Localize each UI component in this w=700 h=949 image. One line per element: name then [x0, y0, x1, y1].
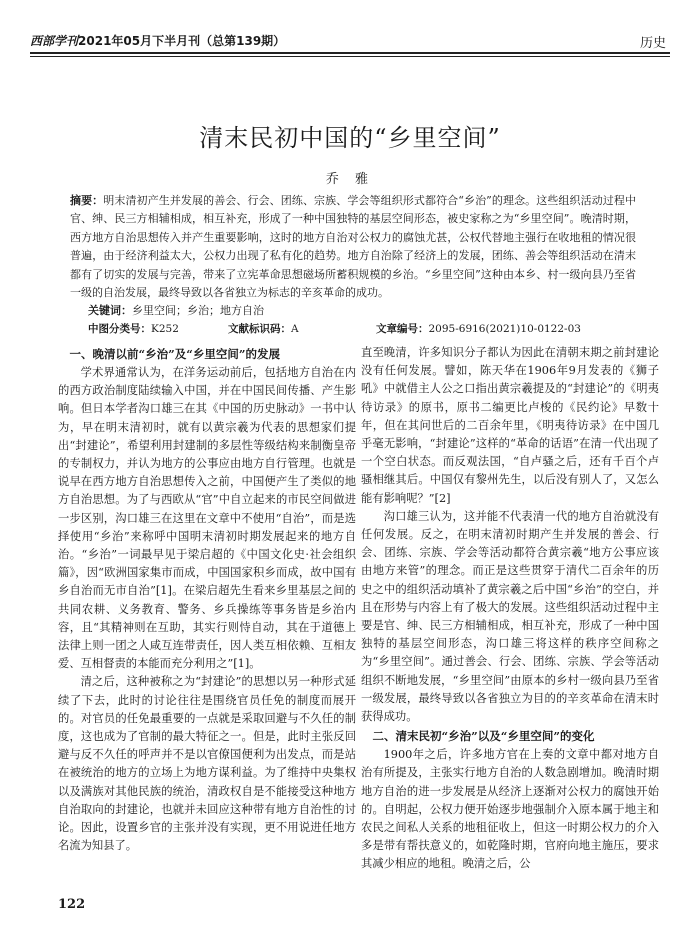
paragraph: 学术界通常认为，在洋务运动前后，包括地方自治在内的西方政治制度陆续输入中国，并在中国民间传播、产生影响。但日本学者沟口雄三在其《中国的历史脉动》一书中认为，早在明末清初时，就有以黄宗羲为代表的思想家们提出“封建论”，希望利用封建制的多层性等级结构来制衡皇帝的专制权力，并认为地方的公事应由地方自行管理。也就是说早在西方地方自治思想传入之前，中国便产生了类似的地方自治思想。为了与西欧从“官”中自立起来的市民空间做进一步区别，沟口雄三在这里在文章中不使用“自治”，而是选择使用“乡治”来称呼中国明末清初时期发展起来的地方自治。“乡治”一词最早见于梁启超的《中国文化史·社会组织篇》，因“欧洲国家集市而成，中国国家积乡而成，故中国有乡自治而无市自治”[1]。在梁启超先生看来乡里基层之间的共同农耕、义务教育、警务、乡兵操练等事务皆是乡治内容，且“其精神则在互助，其实行则恃自动，其在于道德上法律上则一团之人咸互连带责任，因人类互相依赖、互相友爱、互相督责的本能而充分利用之”[1]。 — [58, 366, 356, 671]
header-rule-thick — [30, 52, 670, 54]
issue-info: 2021年05月下半月刊（总第139期） — [78, 34, 286, 48]
article-number: 文章编号：2095-6916(2021)10-0122-03 — [376, 323, 581, 335]
paragraph: 直至晚清，许多知识分子都认为因此在清朝末期之前封建论没有任何发展。譬如，陈天华在1906年9月发表的《狮子吼》中就借主人公之口指出黄宗羲提及的“封建论”的《明夷待访录》的原书，原书二编更比卢梭的《民约论》早数十年，但在其问世后的二百余年里，《明夷待访录》在中国几乎毫无影响，“封建论”这样的“革命的话语”在清一代出现了一个空白状态。而反观法国，“自卢骚之后，还有千百个卢骚相继其后。中国仅有黎州先生，以后没有别人了，又怎么能有影响呢？”[2] — [361, 346, 659, 505]
keywords — [88, 302, 636, 320]
section-heading-1: 一、晚清以前“乡治”及“乡里空间”的发展 — [69, 347, 280, 361]
abstract-text: 明末清初产生并发展的善会、行会、团练、宗族、学会等组织形式都符合“乡治”的理念。这些组织活动过程中官、绅、民三方相辅相成，相互补充，形成了一种中国独特的基层空间形态，被史家称之为“乡里空间”。晚清时期，西方地方自治思想传入并产生重要影响，这时的地方自治对公权力的腐蚀尤甚，公权代替地主强行在收地租的情况很普遍，由于经济利益太大，公权力出现了私有化的趋势。地方自治除了经济上的发展，团练、善会等组织活动在清末都有了切实的发展与完善，带来了立宪革命思想磁场所蓄积规模的乡治。“乡里空间”这种由本乡、村一级向县乃至省一级的自治发展，最终导致以各省独立为标志的辛亥革命的成功。 — [70, 194, 636, 300]
paragraph: 清之后，这种被称之为“封建论”的思想以另一种形式延续了下去，此时的讨论往往是围绕官员任免的制度而展开的。对官员的任免最重要的一点就是采取回避与不久任的制度，这也成为了官制的最大特征之一。但是，此时主张反回避与反不久任的呼声并不是以官僚国便利为出发点，而是站在被统治的地方的立场上为地方谋利益。为了维持中央集权以及满族对其他民族的统治，清政权自是不能接受这种地方自治取向的封建论，也就并未回应这种带有地方自治性的讨论。因此，设置乡官的主张并没有实现，更不用说进任地方名流为知县了。 — [58, 675, 356, 853]
keywords-label: 关键词： — [88, 304, 132, 317]
journal-masthead — [30, 32, 285, 49]
section-heading-2: 二、清末民初“乡治”以及“乡里空间”的变化 — [372, 729, 595, 744]
abstract-label: 摘要： — [70, 194, 104, 207]
doc-code: 文献标识码：A — [228, 323, 299, 335]
body-column-right — [361, 344, 659, 874]
section-label: 历史 — [639, 36, 666, 51]
body-column-left — [58, 344, 356, 855]
keywords-text: 乡里空间；乡治；地方自治 — [132, 304, 264, 317]
header-rule-thin — [30, 56, 670, 57]
clc-code: 中图分类号：K252 — [88, 323, 179, 335]
paragraph: 1900年之后，许多地方官在上奏的文章中都对地方自治有所提及，主张实行地方自治的人数急剧增加。晚清时期地方自治的进一步发展是从经济上逐渐对公权力的腐蚀开始的。自明起，公权力便开始逐步地强制介入原本属于地主和农民之间私人关系的地租征收上，但这一时期公权力的介入多是带有帮扶意义的，如乾隆时期，官府向地主施压，要求其减少相应的地租。晚清之后，公 — [361, 748, 659, 871]
journal-logo: 西部学刊 — [30, 34, 79, 48]
abstract — [70, 192, 636, 302]
page-number: 122 — [58, 897, 86, 912]
article-author: 乔 雅 — [325, 172, 375, 187]
paragraph: 沟口雄三认为，这并能不代表清一代的地方自治就没有任何发展。反之，在明末清初时期产生并发展的善会、行会、团练、宗族、学会等活动都符合黄宗羲“地方公事应该由地方来管”的理念。而正是这些贯穿于清代二百余年的历史之中的组织活动填补了黄宗羲之后中国“乡治”的空白，并且在形势与内容上有了极大的发展。这些组织活动过程中主要是官、绅、民三方相辅相成，相互补充，形成了一种中国独特的基层空间形态，沟口雄三将这样的秩序空间称之为“乡里空间”。通过善会、行会、团练、宗族、学会等活动组织不断地发展，“乡里空间”由原本的乡村一级向县乃至省一级发展，最终导致以各省独立为目的的辛亥革命在清末时获得成功。 — [361, 509, 659, 724]
article-title: 清末民初中国的“乡里空间” — [199, 124, 501, 152]
